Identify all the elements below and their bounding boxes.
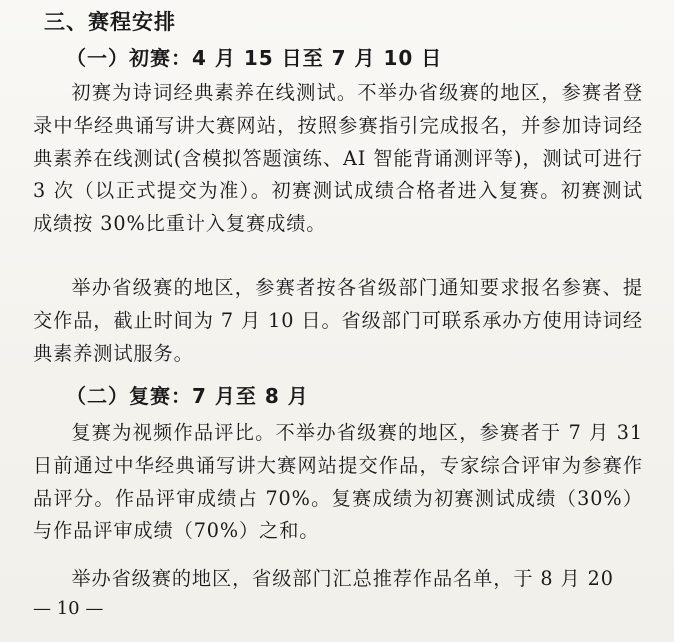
subsection-heading-second-round: （二）复赛：7 月至 8 月 <box>66 384 309 408</box>
paragraph-preliminary-online-test: 初赛为诗词经典素养在线测试。不举办省级赛的地区，参赛者登录中华经典诵写讲大赛网站，按照参赛指引完成报名，并参加诗词经典素养在线测试(含模拟答题演练、AI 智能背诵测评等)，测试可进行 3 次（以正式提交为准）。初赛测试成绩合格者进入复赛。初赛测试成绩按 30%比重计入复赛成绩。 <box>33 81 643 236</box>
paragraph-second-round-video: 复赛为视频作品评比。不举办省级赛的地区，参赛者于 7 月 31 日前通过中华经典诵写讲大赛网站提交作品，专家综合评审为参赛作品评分。作品评审成绩占 70%。复赛成绩为初赛测试成绩（30%）与作品评审成绩（70%）之和。 <box>33 421 643 543</box>
section-title: 三、赛程安排 <box>44 10 176 34</box>
subsection-heading-preliminary: （一）初赛：4 月 15 日至 7 月 10 日 <box>66 46 443 70</box>
page-number: — 10 — <box>33 598 104 619</box>
paragraph-preliminary-provincial: 举办省级赛的地区，参赛者按各省级部门通知要求报名参赛、提交作品，截止时间为 7 月 10 日。省级部门可联系承办方使用诗词经典素养测试服务。 <box>33 276 643 365</box>
paragraph-second-round-provincial: 举办省级赛的地区，省级部门汇总推荐作品名单，于 8 月 20 <box>71 567 614 590</box>
